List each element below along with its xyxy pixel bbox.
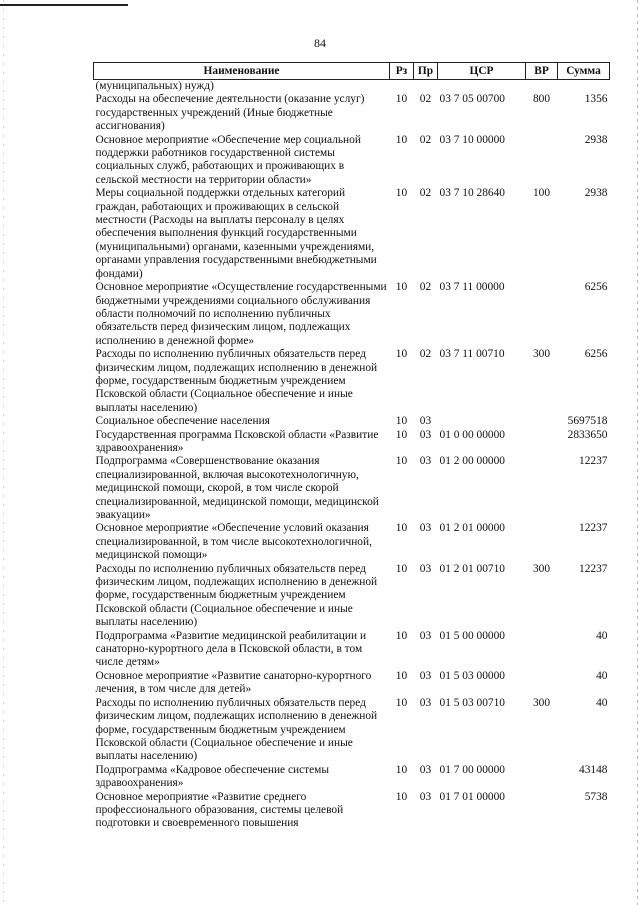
row-pr: 03	[419, 696, 432, 709]
table-row	[94, 80, 610, 94]
row-csr: 01 2 01 00000	[439, 522, 505, 535]
row-name: Подпрограмма «Кадровое обеспечение системы здравоохранения»	[95, 763, 330, 790]
row-vr	[526, 281, 558, 348]
row-csr	[438, 80, 526, 94]
row-name: Основное мероприятие «Обеспечение условий оказания специализированной, в том числе высокотехнологичной, медицинской помощи»	[95, 522, 372, 562]
row-name: (муниципальных) нужд)	[95, 80, 214, 92]
row-rz: 10	[395, 415, 408, 428]
table-row	[94, 522, 610, 562]
row-rz: 10	[395, 790, 408, 803]
row-vr: 300	[532, 696, 551, 709]
row-sum: 5738	[584, 790, 608, 803]
row-sum: 1356	[584, 93, 608, 106]
row-csr: 03 7 11 00000	[439, 281, 505, 294]
table-row	[94, 348, 610, 415]
row-csr: 01 2 01 00710	[439, 562, 505, 575]
row-sum: 2833650	[567, 428, 608, 441]
row-name: Расходы по исполнению публичных обязательств перед физическим лицом, подлежащих исполнению в денежной форме, государственным бюджетным учреждением Псковской области (Социальное обеспечение и иные выплаты населению)	[95, 696, 378, 763]
row-rz	[390, 80, 414, 94]
row-pr: 03	[419, 522, 432, 535]
row-pr: 02	[419, 93, 432, 106]
row-vr	[526, 134, 558, 188]
row-rz: 10	[395, 133, 408, 146]
row-vr	[526, 429, 558, 456]
table-row	[94, 455, 610, 522]
table-row	[94, 764, 610, 791]
header-name: Наименование	[94, 63, 390, 80]
table-row	[94, 134, 610, 188]
row-vr: 300	[532, 562, 551, 575]
budget-table	[93, 62, 610, 831]
scan-edge-right	[637, 0, 638, 905]
table-row	[94, 187, 610, 281]
row-name: Социальное обеспечение населения	[95, 415, 270, 428]
row-pr: 02	[419, 348, 432, 361]
row-csr: 03 7 10 00000	[439, 133, 505, 146]
row-pr: 03	[419, 455, 432, 468]
row-rz: 10	[395, 629, 408, 642]
row-vr	[526, 791, 558, 831]
table-row	[94, 281, 610, 348]
row-sum: 12237	[579, 455, 608, 468]
scan-edge-left	[3, 0, 4, 905]
table-row	[94, 93, 610, 133]
header-vr: ВР	[526, 63, 558, 80]
header-rz: Рз	[390, 63, 414, 80]
row-name: Подпрограмма «Развитие медицинской реабилитации и санаторно-курортного дела в Псковской области, в том числе детям»	[95, 629, 367, 669]
row-rz: 10	[395, 348, 408, 361]
scan-artifact-line	[0, 4, 128, 6]
row-csr: 03 7 11 00710	[439, 348, 505, 361]
row-name: Расходы по исполнению публичных обязательств перед физическим лицом, подлежащих исполнению в денежной форме, государственным бюджетным учреждением Псковской области (Социальное обеспечение и иные выплаты населению)	[95, 562, 378, 629]
row-vr	[526, 80, 558, 94]
row-rz: 10	[395, 455, 408, 468]
row-name: Расходы по исполнению публичных обязательств перед физическим лицом, подлежащих исполнению в денежной форме, государственным бюджетным учреждением Псковской области (Социальное обеспечение и иные выплаты населению)	[95, 348, 378, 414]
table-row	[94, 670, 610, 697]
row-sum: 40	[596, 629, 608, 642]
table-row	[94, 429, 610, 456]
row-pr	[414, 80, 438, 94]
row-csr	[438, 415, 526, 428]
row-name: Меры социальной поддержки отдельных категорий граждан, работающих и проживающих в сельской местности (Расходы на выплаты персоналу в целях обеспечения выполнения функций государственными (муниципальными) органами, казенными учреждениями, органами управления государственными внебюджетными фондами)	[95, 187, 377, 280]
row-rz: 10	[395, 428, 408, 441]
row-pr: 03	[419, 629, 432, 642]
row-rz: 10	[395, 763, 408, 776]
row-csr: 01 5 03 00710	[439, 696, 505, 709]
row-pr: 02	[419, 133, 432, 146]
row-pr: 03	[419, 428, 432, 441]
row-csr: 01 2 00 00000	[439, 455, 505, 468]
table-row	[94, 630, 610, 670]
row-vr: 800	[532, 93, 551, 106]
table-row	[94, 697, 610, 764]
row-rz: 10	[395, 281, 408, 294]
row-sum: 40	[596, 669, 608, 682]
row-csr: 01 0 00 00000	[439, 428, 505, 441]
row-name: Подпрограмма «Совершенствование оказания специализированной, включая высокотехнологичную, медицинской помощи, скорой, в том числе скорой специализированной, медицинской помощи, медицинской эвакуации»	[95, 455, 379, 521]
row-vr: 100	[532, 187, 551, 200]
row-name: Основное мероприятие «Осуществление государственными бюджетными учреждениями социального обслуживания области полномочий по исполнению публичных обязательств перед физическим лицом, подлежащих исполнению в денежной форме»	[95, 281, 387, 347]
row-pr: 02	[419, 187, 432, 200]
row-name: Расходы на обеспечение деятельности (оказание услуг) государственных учреждений (Иные бюджетные ассигнования)	[95, 93, 365, 133]
table-row	[94, 415, 610, 428]
row-rz: 10	[395, 562, 408, 575]
row-sum: 43148	[579, 763, 608, 776]
row-rz: 10	[395, 187, 408, 200]
table-row	[94, 791, 610, 831]
row-name: Основное мероприятие «Развитие санаторно-курортного лечения, в том числе для детей»	[95, 669, 372, 696]
row-pr: 03	[419, 790, 432, 803]
page-number: 84	[314, 36, 326, 50]
row-csr: 03 7 05 00700	[439, 93, 505, 106]
row-vr	[526, 670, 558, 697]
row-vr: 300	[532, 348, 551, 361]
row-name: Основное мероприятие «Обеспечение мер социальной поддержки работников государственной системы социальных служб, работающих и проживающих в сельской местности на территории области»	[95, 133, 361, 186]
row-sum: 5697518	[567, 415, 608, 428]
row-pr: 03	[419, 669, 432, 682]
row-csr: 03 7 10 28640	[439, 187, 505, 200]
row-rz: 10	[395, 669, 408, 682]
row-vr	[526, 415, 558, 428]
header-csr: ЦСР	[438, 63, 526, 80]
row-name: Государственная программа Псковской области «Развитие здравоохранения»	[95, 428, 379, 454]
row-rz: 10	[395, 93, 408, 106]
row-pr: 03	[419, 415, 432, 428]
row-vr	[526, 455, 558, 522]
row-rz: 10	[395, 696, 408, 709]
row-sum: 2938	[584, 133, 608, 146]
row-sum: 6256	[584, 281, 608, 294]
row-csr: 01 7 00 00000	[439, 763, 505, 776]
row-sum: 40	[596, 696, 608, 709]
row-pr: 03	[419, 562, 432, 575]
header-pr: Пр	[414, 63, 438, 80]
row-rz: 10	[395, 522, 408, 535]
table-header-row	[94, 63, 610, 80]
row-vr	[526, 522, 558, 562]
row-sum: 2938	[584, 187, 608, 200]
row-sum: 6256	[584, 348, 608, 361]
row-name: Основное мероприятие «Развитие среднего профессионального образования, системы целевой подготовки и своевременного повышения	[95, 790, 344, 830]
row-vr	[526, 630, 558, 670]
header-sum: Сумма	[558, 63, 610, 80]
row-csr: 01 7 01 00000	[439, 790, 505, 803]
row-vr	[526, 764, 558, 791]
row-csr: 01 5 03 00000	[439, 669, 505, 682]
row-pr: 03	[419, 763, 432, 776]
row-sum	[558, 80, 610, 94]
row-pr: 02	[419, 281, 432, 294]
row-sum: 12237	[579, 562, 608, 575]
table-row	[94, 563, 610, 630]
row-csr: 01 5 00 00000	[439, 629, 505, 642]
row-sum: 12237	[579, 522, 608, 535]
